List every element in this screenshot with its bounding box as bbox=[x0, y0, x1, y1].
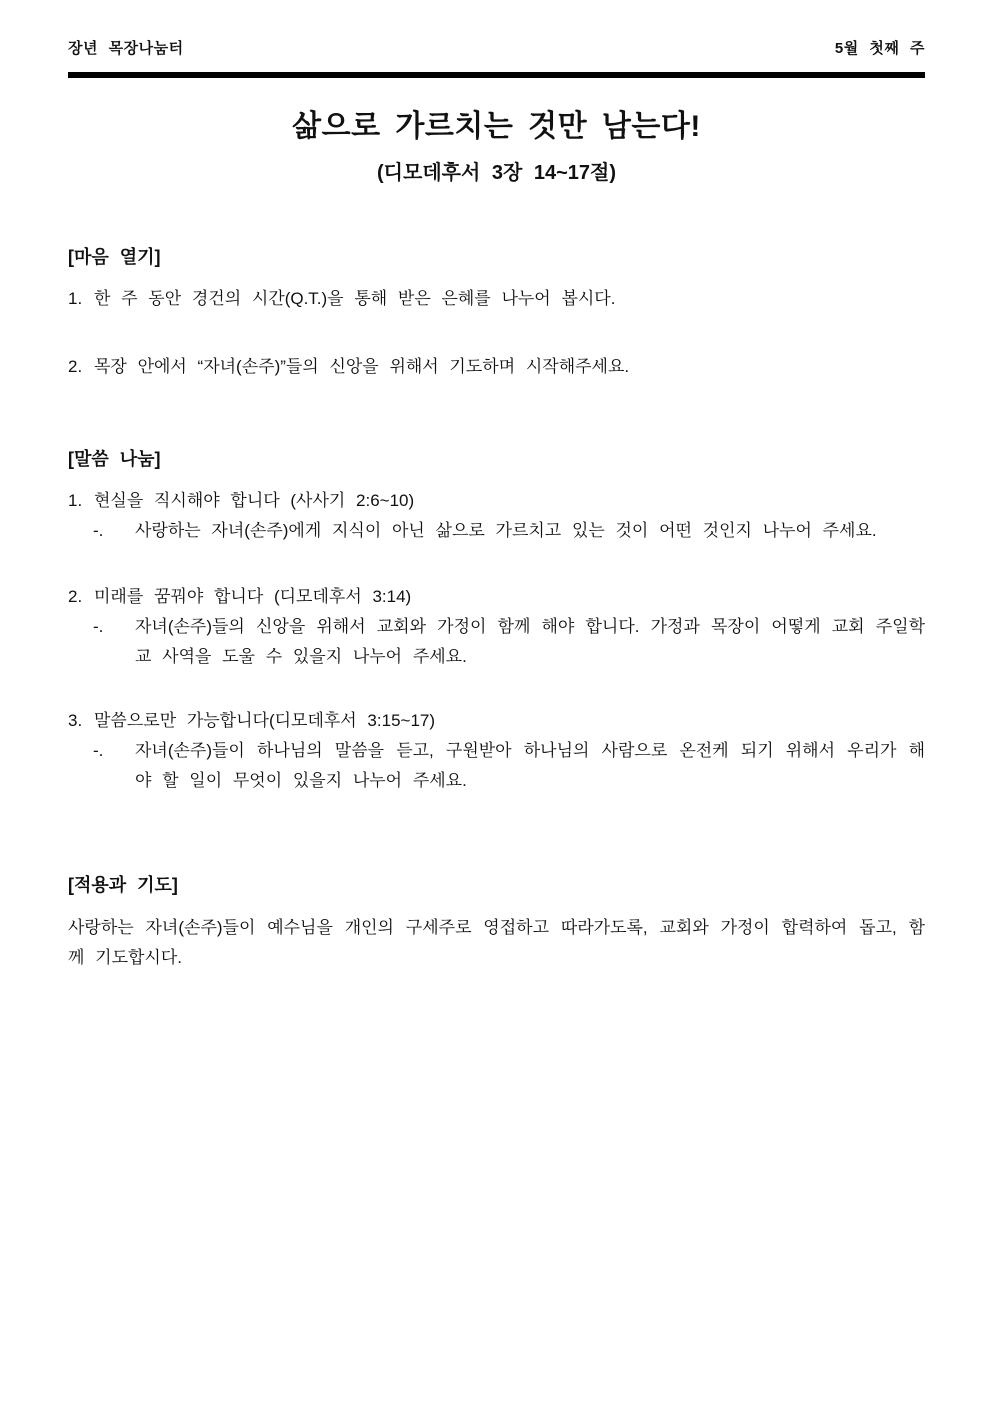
section-word-sharing bbox=[68, 446, 925, 796]
header-rule bbox=[68, 72, 925, 78]
section-heading: [마음 열기] bbox=[68, 247, 161, 267]
item-text: 현실을 직시해야 합니다 (사사기 2:6~10) bbox=[94, 491, 415, 510]
list-item bbox=[68, 706, 925, 736]
sub-item-text: 사랑하는 자녀(손주)에게 지식이 아닌 삶으로 가르치고 있는 것이 어떤 것인지 나누어 주세요. bbox=[135, 521, 877, 540]
sub-item-text: 자녀(손주)들의 신앙을 위해서 교회와 가정이 함께 해야 합니다. 가정과 목장이 어떻게 교회 주일학교 사역을 도울 수 있을지 나누어 주세요. bbox=[135, 617, 925, 666]
list-item bbox=[68, 284, 925, 314]
list-item bbox=[68, 486, 925, 516]
sub-item-marker: -. bbox=[93, 741, 104, 760]
section-application-prayer bbox=[68, 872, 925, 973]
sub-item-marker: -. bbox=[93, 617, 104, 636]
item-marker: 2. bbox=[68, 587, 83, 606]
sub-item-marker: -. bbox=[93, 521, 104, 540]
section-heart-opening bbox=[68, 244, 925, 382]
item-marker: 2. bbox=[68, 357, 83, 376]
doc-title: 삶으로 가르치는 것만 남는다! bbox=[292, 110, 701, 143]
sub-item-text: 자녀(손주)들이 하나님의 말씀을 듣고, 구원받아 하나님의 사람으로 온전케 되기 위해서 우리가 해야 할 일이 무엇이 있을지 나누어 주세요. bbox=[135, 741, 925, 790]
list-item bbox=[68, 582, 925, 612]
item-text: 말씀으로만 가능합니다(디모데후서 3:15~17) bbox=[94, 711, 436, 730]
sub-item bbox=[93, 612, 925, 672]
sub-item bbox=[93, 736, 925, 796]
sub-item bbox=[93, 516, 925, 546]
item-marker: 1. bbox=[68, 491, 83, 510]
item-text: 한 주 동안 경건의 시간(Q.T.)을 통해 받은 은혜를 나누어 봅시다. bbox=[94, 289, 616, 308]
section-heading: [적용과 기도] bbox=[68, 875, 178, 895]
doc-subtitle: (디모데후서 3장 14~17절) bbox=[377, 162, 616, 184]
week-label: 5월 첫째 주 bbox=[834, 40, 925, 57]
page-header bbox=[68, 39, 925, 59]
list-item bbox=[68, 352, 925, 382]
item-text: 목장 안에서 “자녀(손주)”들의 신앙을 위해서 기도하며 시작해주세요. bbox=[94, 357, 630, 376]
doc-category-label: 장년 목장나눔터 bbox=[68, 40, 184, 57]
section-paragraph: 사랑하는 자녀(손주)들이 예수님을 개인의 구세주로 영접하고 따라가도록, 교회와 가정이 합력하여 돕고, 함께 기도합시다. bbox=[68, 918, 925, 967]
item-marker: 1. bbox=[68, 289, 83, 308]
item-text: 미래를 꿈꿔야 합니다 (디모데후서 3:14) bbox=[94, 587, 412, 606]
item-marker: 3. bbox=[68, 711, 83, 730]
section-heading: [말씀 나눔] bbox=[68, 449, 161, 469]
